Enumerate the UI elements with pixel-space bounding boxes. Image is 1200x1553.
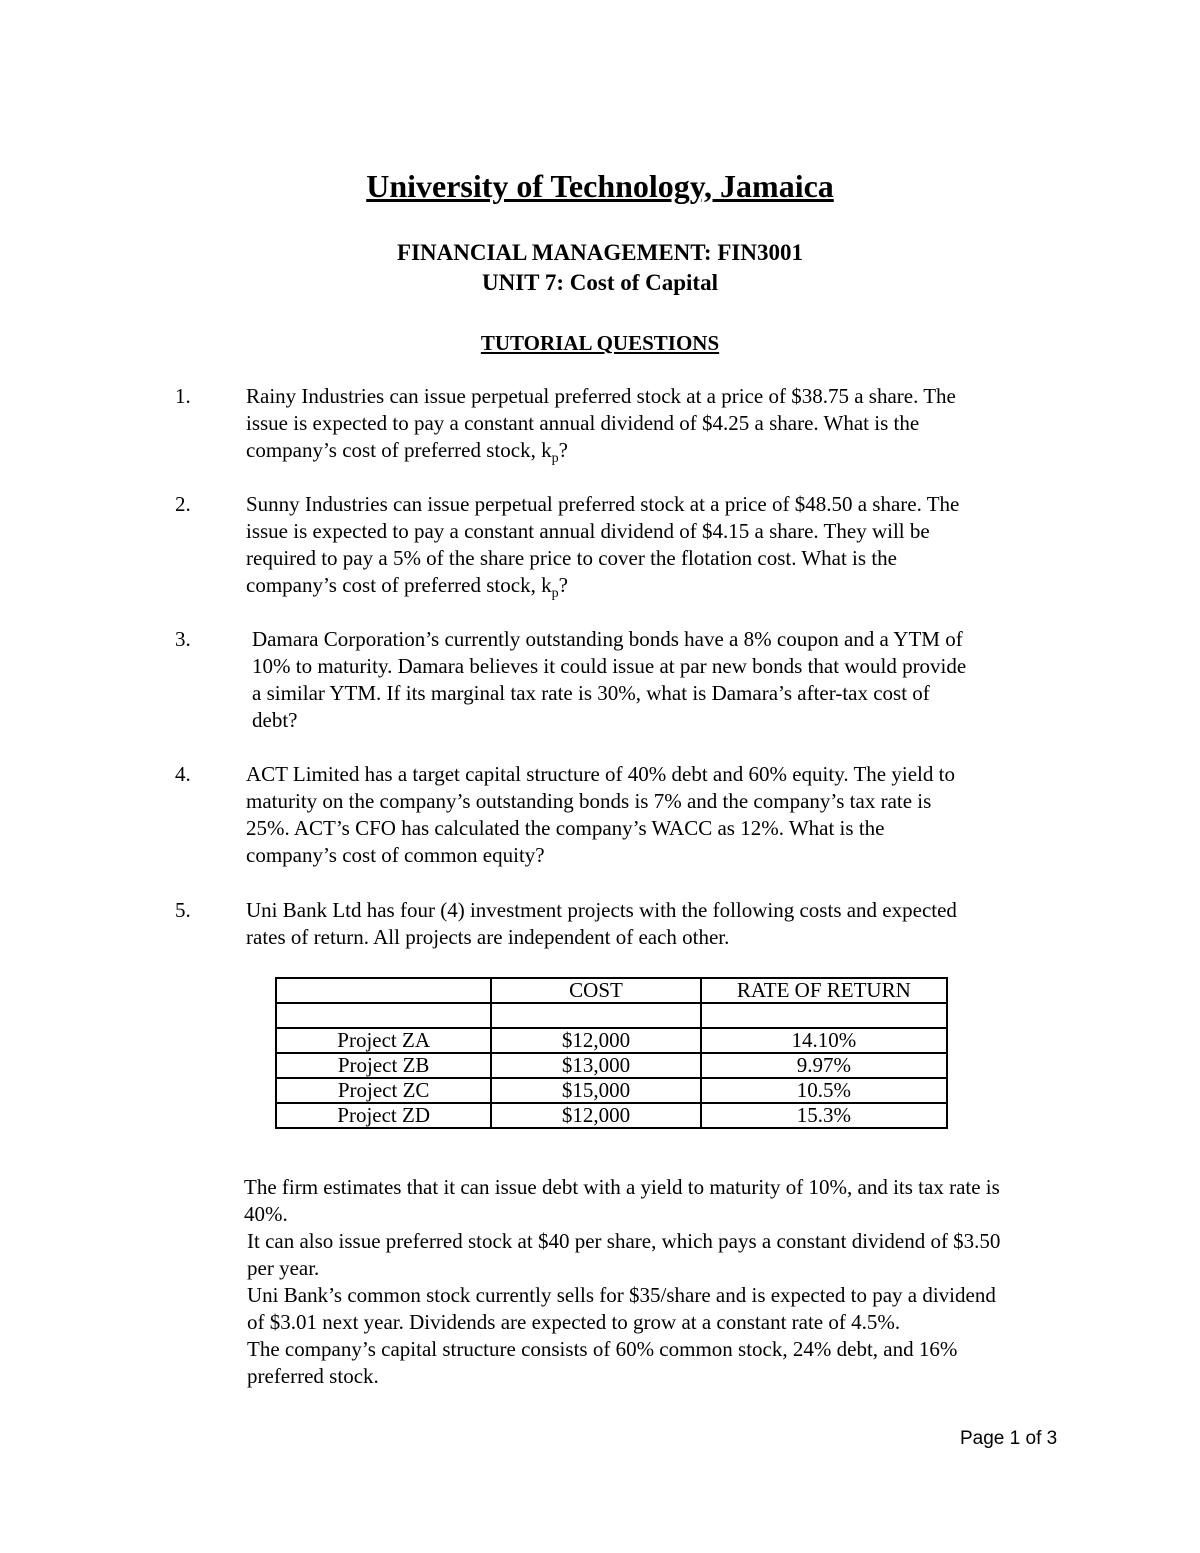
question-text [246,491,1066,607]
paragraph-line: 40%. [244,1202,288,1226]
question-line: 25%. ACT’s CFO has calculated the company’s WACC as 12%. What is the [246,816,885,840]
table-cell: $13,000 [491,1053,700,1078]
question-line: issue is expected to pay a constant annual dividend of $4.15 a share. They will be [246,519,930,543]
firm-estimates-paragraph [244,1174,1064,1390]
paragraph-line: It can also issue preferred stock at $40 per share, which pays a constant dividend of $3.50 [247,1229,1001,1253]
question-line: Uni Bank Ltd has four (4) investment projects with the following costs and expected [246,898,957,922]
table-header-cell [276,978,491,1003]
question-number: 1. [175,384,191,408]
question-line: company’s cost of preferred stock, $k_p$? [246,438,568,467]
page-number: Page 1 of 3 [960,1428,1058,1449]
table-cell: $15,000 [491,1078,700,1103]
question-line: ACT Limited has a target capital structure of 40% debt and 60% equity. The yield to [246,762,955,786]
table-cell [276,1003,491,1028]
question-text [246,761,1066,869]
question-line: company’s cost of preferred stock, $k_p$? [246,573,568,602]
table-cell [491,1003,700,1028]
projects-table [275,977,948,1129]
question-line: debt? [252,708,298,732]
table-cell: 15.3% [701,1103,947,1128]
question-line: 10% to maturity. Damara believes it could issue at par new bonds that would provide [252,654,967,678]
table-cell: 14.10% [701,1028,947,1053]
table-cell [701,1003,947,1028]
table-cell: Project ZB [276,1053,491,1078]
paragraph-line: The firm estimates that it can issue debt with a yield to maturity of 10%, and its tax rate is [244,1175,1000,1199]
paragraph-line: preferred stock. [247,1364,379,1388]
section-title: TUTORIAL QUESTIONS [480,331,720,355]
table-blank-row [276,1003,947,1028]
paragraph-line: Uni Bank’s common stock currently sells for $35/share and is expected to pay a dividend [247,1283,996,1307]
table-cell: Project ZD [276,1103,491,1128]
question-line: maturity on the company’s outstanding bonds is 7% and the company’s tax rate is [246,789,932,813]
table-row [276,1078,947,1103]
question-line: Rainy Industries can issue perpetual preferred stock at a price of $38.75 a share. The [246,384,956,408]
table-header-row [276,978,947,1003]
question-text [246,897,1066,951]
question-line: issue is expected to pay a constant annual dividend of $4.25 a share. What is the [246,411,920,435]
table-cell: 10.5% [701,1078,947,1103]
question-text [252,626,1072,734]
table-cell: Project ZC [276,1078,491,1103]
table-row [276,1053,947,1078]
question-number: 4. [175,762,191,786]
table-cell: 9.97% [701,1053,947,1078]
question-line: company’s cost of common equity? [246,843,545,867]
paragraph-line: of $3.01 next year. Dividends are expected to grow at a constant rate of 4.5%. [247,1310,901,1334]
course-title: FINANCIAL MANAGEMENT: FIN3001 [397,240,803,265]
table-cell: Project ZA [276,1028,491,1053]
table-cell: $12,000 [491,1028,700,1053]
question-text [246,383,1066,472]
question-line: Damara Corporation’s currently outstanding bonds have a 8% coupon and a YTM of [252,627,963,651]
question-line: rates of return. All projects are independent of each other. [246,925,730,949]
question-line: Sunny Industries can issue perpetual preferred stock at a price of $48.50 a share. The [246,492,960,516]
unit-title: UNIT 7: Cost of Capital [482,270,718,295]
university-title: University of Technology, Jamaica [366,168,834,204]
paragraph-line: per year. [247,1256,320,1280]
table-header-cell: RATE OF RETURN [701,978,947,1003]
question-line: a similar YTM. If its marginal tax rate is 30%, what is Damara’s after-tax cost of [252,681,930,705]
question-number: 3. [175,627,191,651]
paragraph-line: The company’s capital structure consists of 60% common stock, 24% debt, and 16% [247,1337,958,1361]
table-row [276,1028,947,1053]
question-number: 2. [175,492,191,516]
table-row [276,1103,947,1128]
table-header-cell: COST [491,978,700,1003]
question-number: 5. [175,898,191,922]
question-line: required to pay a 5% of the share price to cover the flotation cost. What is the [246,546,897,570]
table-cell: $12,000 [491,1103,700,1128]
